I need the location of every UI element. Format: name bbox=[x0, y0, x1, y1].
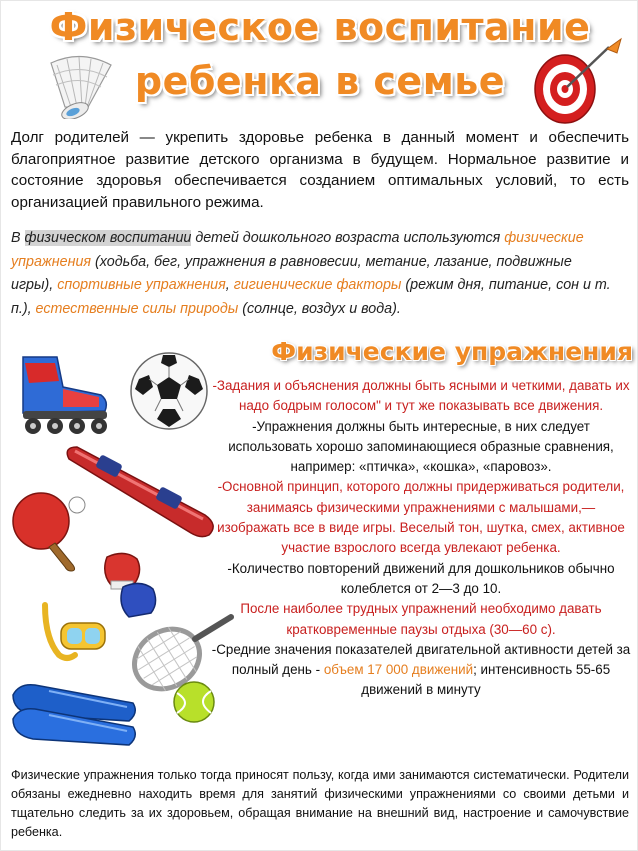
ping-pong-paddle-icon bbox=[9, 489, 89, 573]
footer-text: Физические упражнения только тогда приносят пользу, когда ими занимаются систематически. Родители обязаны ежедневно находить время для занятий физическими упражнениями со своими детьми и тщательно следить за их здоровьем, обращая внимание на внешний вид, настроение и самочувствие ребенка. bbox=[11, 768, 629, 839]
page-subtitle: ребенка в семье bbox=[134, 59, 506, 103]
education-accent: спортивные упражнения bbox=[57, 277, 226, 293]
education-accent: гигиенические факторы bbox=[233, 277, 402, 293]
rule-item: -Упражнения должны быть интересные, в них следует использовать хорошо запоминающиеся образные сравнения, например: «птичка», «кошка», «паровоз». bbox=[228, 418, 614, 475]
page-title: Физическое воспитание bbox=[49, 5, 591, 49]
rule-text: ; интенсивность 55-65 движений в минуту bbox=[361, 662, 611, 698]
education-highlight: физическом воспитании bbox=[24, 230, 192, 246]
intro-text: Долг родителей — укрепить здоровье ребенка в данный момент и обеспечить благоприятное развитие детского организма в будущем. Нормальное развитие и состояние здоровья обеспечивается созданием оптимальных условий, то есть организацией правильного режима. bbox=[11, 129, 629, 211]
rule-item bbox=[211, 640, 631, 701]
education-accent: физические упражнения bbox=[11, 230, 584, 270]
education-accent: естественные силы природы bbox=[35, 300, 239, 317]
rule-accent: объем 17 000 движений bbox=[323, 662, 474, 678]
rule-item: -Основной принцип, которого должны придерживаться родители, занимаясь физическими упражнениями с малышами,— изображать все в виде игры. Веселый тон, шутка, смех, активное участие взрослого всегда увлекают ребенка. bbox=[217, 479, 625, 556]
roller-skate-icon bbox=[9, 351, 113, 437]
target-icon bbox=[529, 37, 625, 127]
rule-item: -Количество повторений движений для дошкольников обычно колеблется от 2—3 до 10. bbox=[227, 560, 615, 596]
education-text: детей дошкольного возраста используются bbox=[191, 230, 505, 246]
flippers-icon bbox=[9, 675, 141, 755]
exercises-rules bbox=[211, 376, 631, 701]
education-text: (ходьба, бег, упражнения в равновесии, метание, лазание, подвижные игры), bbox=[11, 253, 572, 293]
shuttlecock-icon bbox=[45, 49, 117, 119]
education-paragraph bbox=[11, 227, 611, 321]
education-text: (солнце, воздух и вода). bbox=[238, 300, 401, 317]
soccer-ball-icon bbox=[127, 349, 211, 433]
education-text: В bbox=[11, 230, 25, 246]
education-text: (режим дня, питание, сон и т. п.), bbox=[11, 277, 611, 317]
education-text: , bbox=[225, 277, 234, 293]
rule-item: -Задания и объяснения должны быть ясными и четкими, давать их надо бодрым голосом" и тут же показывать все движения. bbox=[212, 378, 630, 414]
exercises-title: Физические упражнения bbox=[271, 337, 633, 366]
diving-mask-icon bbox=[15, 599, 111, 665]
rule-text: -Средние значения показателей двигательной активности детей за полный день - bbox=[211, 641, 631, 678]
rule-item: После наиболее трудных упражнений необходимо давать кратковременные паузы отдыха (30—60 с). bbox=[240, 601, 602, 637]
